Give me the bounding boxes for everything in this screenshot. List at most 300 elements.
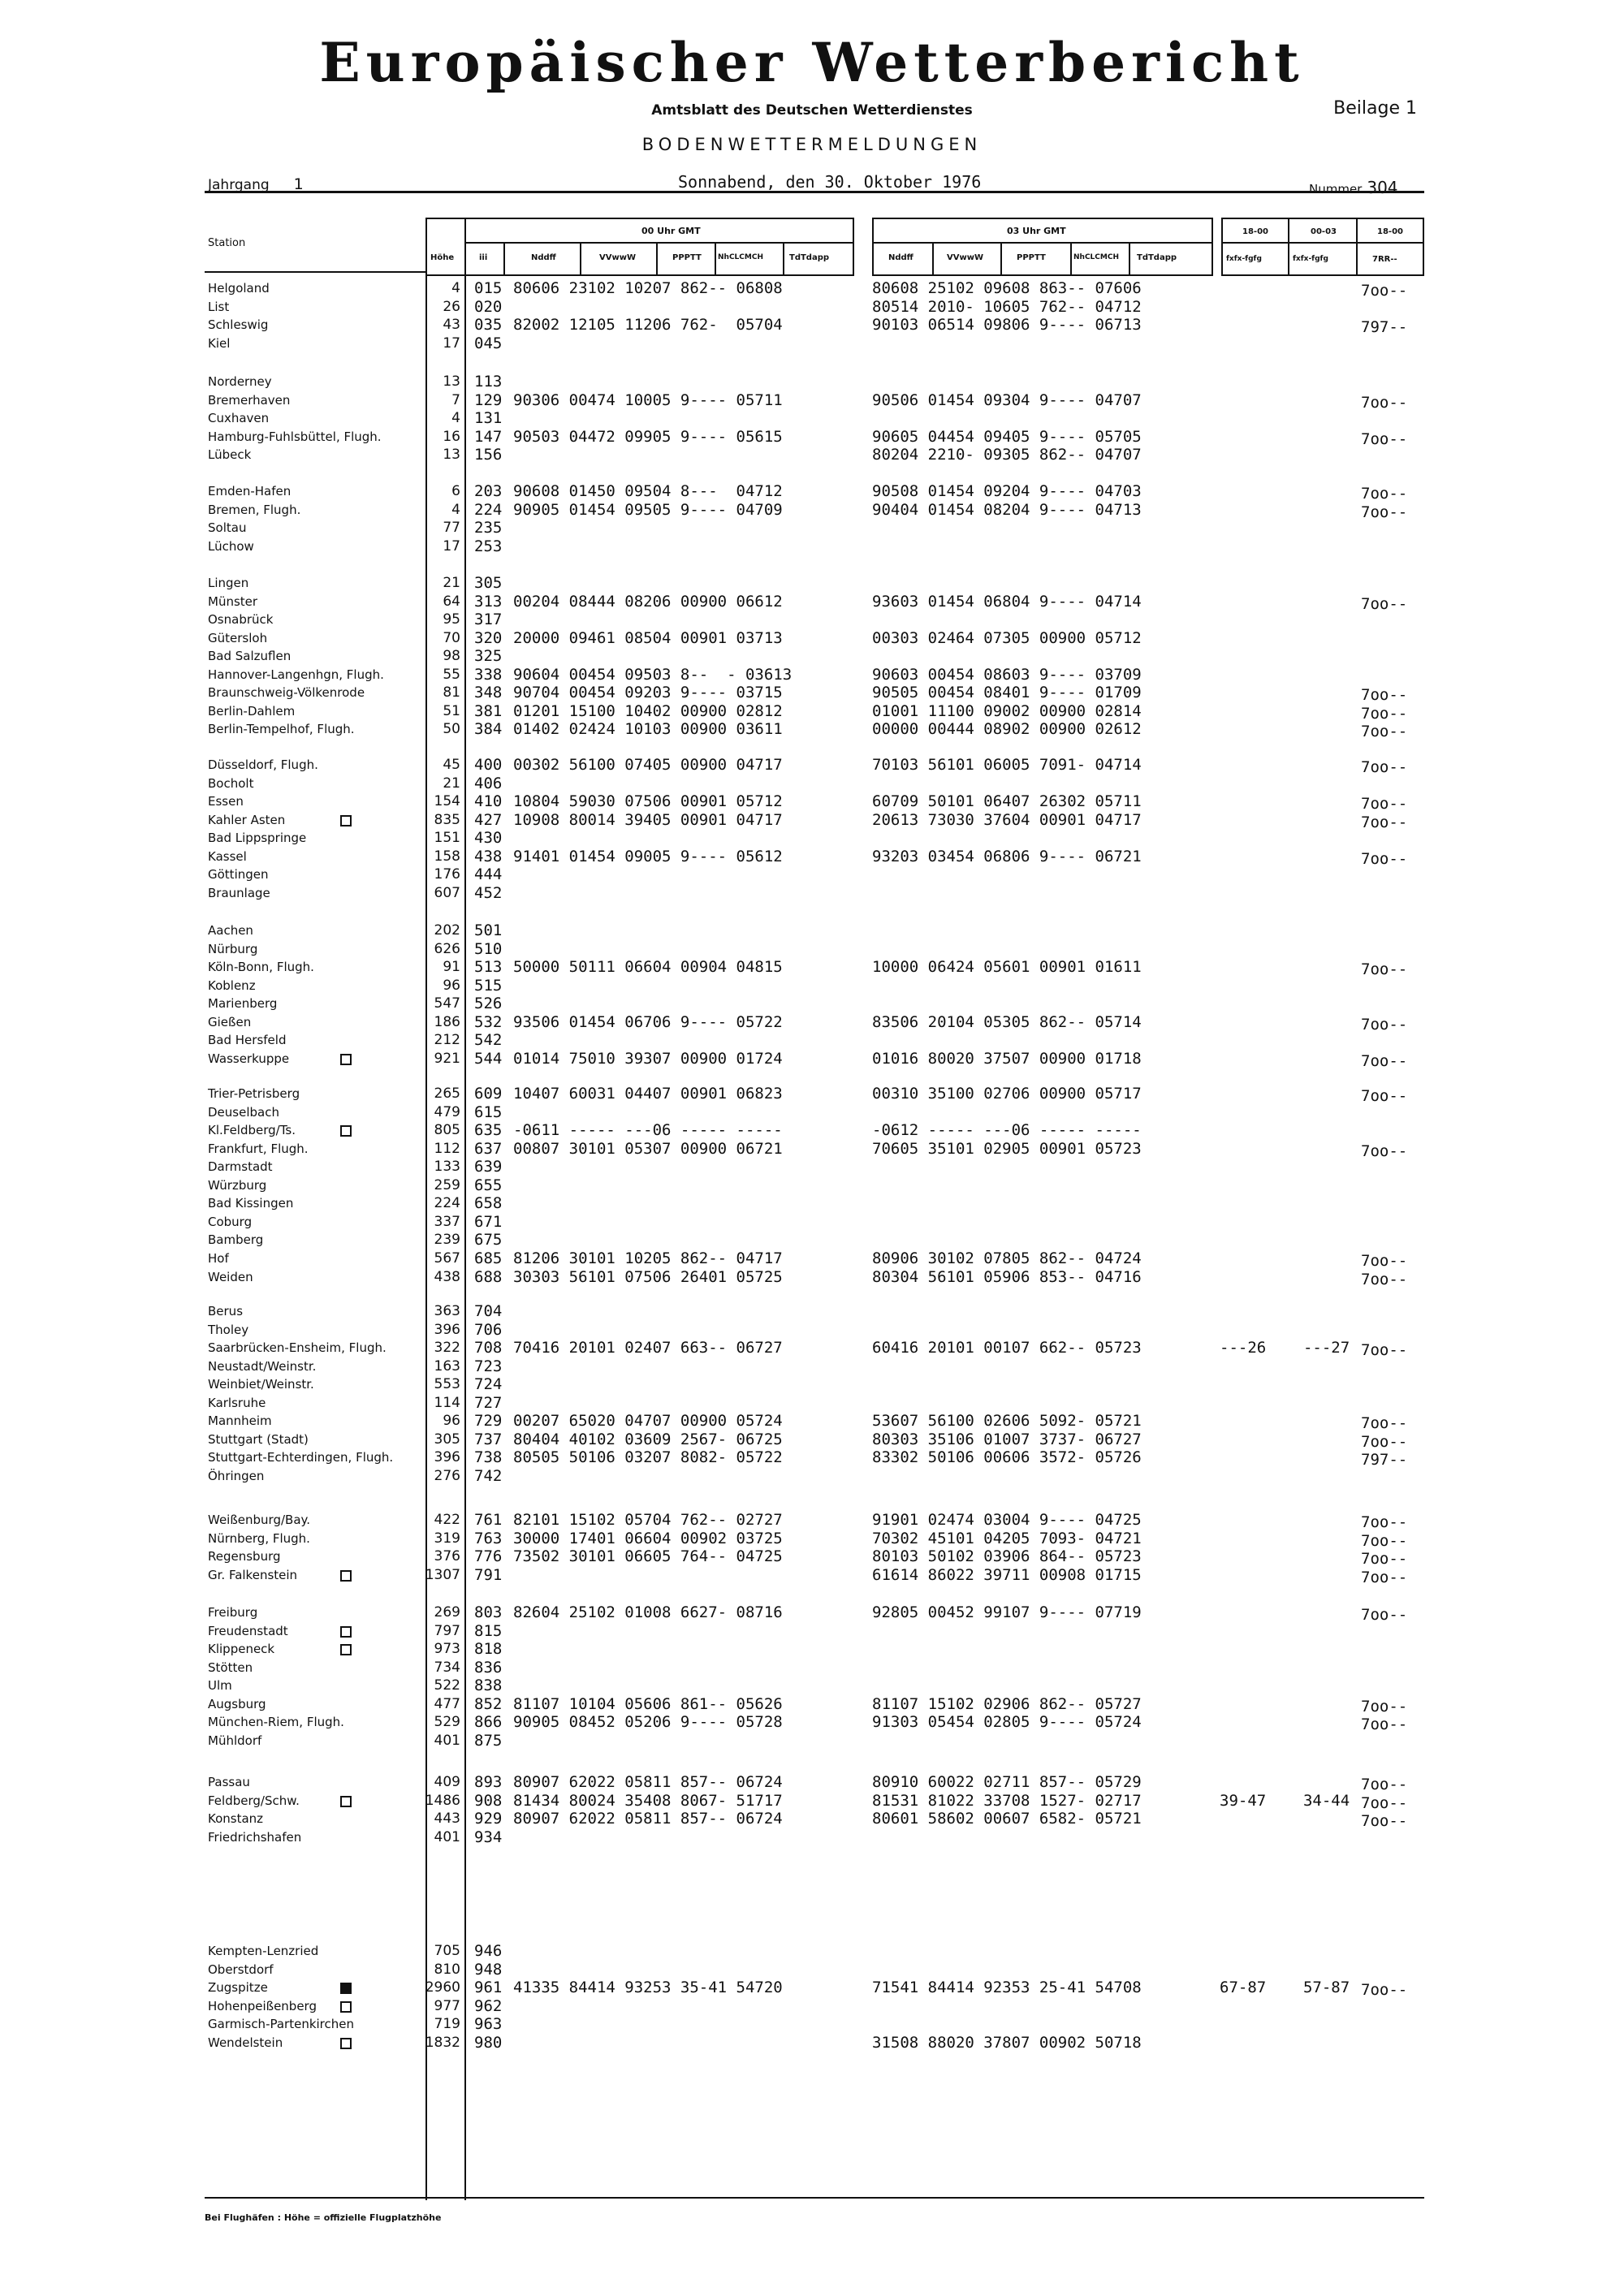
col-sep — [715, 242, 716, 276]
station-id: 129 — [474, 391, 503, 409]
obs-03-gmt: 70103 56101 06005 7091- 04714 — [872, 756, 1142, 774]
station-height: 477 — [434, 1695, 460, 1712]
col-tdtdapp-03: TdTdapp — [1137, 253, 1177, 262]
station-id: 961 — [474, 1979, 503, 1997]
station-name: Stötten — [208, 1659, 253, 1675]
precip-group: 7oo-- — [1361, 594, 1408, 613]
station-height: 1307 — [425, 1566, 460, 1583]
obs-00-gmt: 90905 08452 05206 9---- 05728 — [513, 1713, 783, 1732]
mountain-station-marker — [340, 1626, 352, 1638]
obs-00-gmt: 90608 01450 09504 8--- 04712 — [513, 482, 783, 500]
station-name: Hannover-Langenhgn, Flugh. — [208, 667, 384, 682]
station-height: 401 — [434, 1828, 460, 1845]
obs-03-gmt: 00000 00444 08902 00900 02612 — [872, 720, 1142, 739]
gmt00-box — [425, 218, 854, 276]
station-name: Bad Lippspringe — [208, 831, 307, 846]
station-height: 55 — [443, 666, 460, 683]
station-height: 977 — [434, 1997, 460, 2014]
station-name: Gr. Falkenstein — [208, 1567, 298, 1582]
station-name: Bamberg — [208, 1232, 264, 1248]
station-name: Hohenpeißenberg — [208, 1998, 317, 2013]
obs-00-gmt: 01201 15100 10402 00900 02812 — [513, 701, 783, 720]
obs-03-gmt: 81107 15102 02906 862-- 05727 — [872, 1694, 1142, 1713]
station-name: Freudenstadt — [208, 1623, 288, 1638]
station-id: 609 — [474, 1085, 503, 1103]
station-height: 376 — [434, 1548, 460, 1565]
obs-03-gmt: 83506 20104 05305 862-- 05714 — [872, 1012, 1142, 1031]
station-height: 133 — [434, 1159, 460, 1176]
station-height: 21 — [443, 775, 460, 792]
station-name: Osnabrück — [208, 612, 274, 628]
station-height: 438 — [434, 1268, 460, 1285]
gmt03-rule — [872, 242, 1213, 244]
precip-group: 7oo-- — [1361, 1568, 1408, 1586]
station-height: 91 — [443, 959, 460, 976]
station-height: 7 — [451, 391, 460, 408]
station-name: Göttingen — [208, 867, 269, 883]
station-id: 639 — [474, 1158, 503, 1176]
station-name: Wendelstein — [208, 2035, 283, 2050]
station-id: 671 — [474, 1212, 503, 1231]
precip-group: 7oo-- — [1361, 503, 1408, 521]
station-name: Ulm — [208, 1678, 232, 1694]
station-name: Hof — [208, 1250, 229, 1266]
station-id: 838 — [474, 1677, 503, 1695]
precip-group: 7oo-- — [1361, 1812, 1408, 1831]
obs-03-gmt: 90103 06514 09806 9---- 06713 — [872, 316, 1142, 334]
station-height: 26 — [443, 298, 460, 315]
station-height: 443 — [434, 1810, 460, 1828]
obs-00-gmt: 80907 62022 05811 857-- 06724 — [513, 1773, 783, 1791]
obs-03-gmt: 01001 11100 09002 00900 02814 — [872, 701, 1142, 720]
precip-group: 7oo-- — [1361, 704, 1408, 723]
station-name: List — [208, 299, 230, 314]
hoehe-header: Höhe — [430, 253, 455, 262]
station-name: Lingen — [208, 576, 249, 590]
station-id: 708 — [474, 1339, 503, 1357]
station-height: 2960 — [425, 1979, 460, 1996]
precip-group: 7oo-- — [1361, 1550, 1408, 1569]
station-name: Trier-Petrisberg — [208, 1086, 300, 1101]
obs-00-gmt: 90503 04472 09905 9---- 05615 — [513, 427, 783, 446]
station-name: Lüchow — [208, 538, 254, 554]
station-name: Oberstdorf — [208, 1962, 274, 1977]
obs-03-gmt: 80303 35106 01007 3737- 06727 — [872, 1430, 1142, 1448]
obs-00-gmt: 81107 10104 05606 861-- 05626 — [513, 1694, 783, 1713]
station-height: 276 — [434, 1467, 460, 1484]
precip-group: 7oo-- — [1361, 1015, 1408, 1034]
station-id: 723 — [474, 1357, 503, 1375]
station-height: 607 — [434, 884, 460, 901]
col-nddff-03: Nddff — [888, 253, 914, 262]
precip-group: 7oo-- — [1361, 1697, 1408, 1716]
col-sep — [932, 242, 934, 276]
station-height: 45 — [443, 757, 460, 773]
station-id: 325 — [474, 647, 503, 666]
station-height: 401 — [434, 1732, 460, 1749]
station-height: 567 — [434, 1249, 460, 1267]
station-name: Berlin-Dahlem — [208, 703, 296, 719]
station-id: 776 — [474, 1547, 503, 1566]
station-id: 438 — [474, 847, 503, 865]
station-height: 810 — [434, 1961, 460, 1978]
station-name: Mannheim — [208, 1413, 272, 1429]
station-name: Bremerhaven — [208, 392, 291, 408]
obs-00-gmt: 81434 80024 35408 8067- 51717 — [513, 1791, 783, 1810]
station-id: 526 — [474, 995, 503, 1013]
station-height: 81 — [443, 684, 460, 701]
obs-03-gmt: 61614 86022 39711 00908 01715 — [872, 1565, 1142, 1584]
station-id: 818 — [474, 1640, 503, 1659]
station-name: Hamburg-Fuhlsbüttel, Flugh. — [208, 429, 382, 444]
station-id: 946 — [474, 1942, 503, 1960]
station-id: 866 — [474, 1713, 503, 1732]
station-name: Weiden — [208, 1269, 253, 1284]
obs-00-gmt: 80404 40102 03609 2567- 06725 — [513, 1430, 783, 1448]
station-id: 742 — [474, 1466, 503, 1485]
obs-00-gmt: 82002 12105 11206 762- 05704 — [513, 316, 783, 334]
station-height: 921 — [434, 1050, 460, 1067]
station-name: Koblenz — [208, 978, 256, 993]
station-name: Weinbiet/Weinstr. — [208, 1377, 314, 1392]
station-id: 852 — [474, 1694, 503, 1713]
beilage: Beilage 1 — [1333, 98, 1417, 119]
station-name: Darmstadt — [208, 1159, 273, 1175]
station-height: 529 — [434, 1714, 460, 1731]
station-name: Karlsruhe — [208, 1395, 266, 1410]
station-height: 734 — [434, 1659, 460, 1676]
precip-group: 797-- — [1361, 318, 1408, 337]
obs-03-gmt: 80608 25102 09608 863-- 07606 — [872, 279, 1142, 297]
col-sep — [656, 242, 658, 276]
mountain-station-marker — [340, 2001, 352, 2013]
station-name: Helgoland — [208, 281, 270, 296]
iii-header: iii — [479, 253, 488, 262]
extra-box — [1221, 218, 1424, 276]
station-id: 444 — [474, 865, 503, 884]
station-height: 797 — [434, 1622, 460, 1639]
station-name: Nürnberg, Flugh. — [208, 1530, 310, 1546]
station-id: 430 — [474, 829, 503, 848]
station-name: Garmisch-Partenkirchen — [208, 2017, 355, 2032]
station-id: 532 — [474, 1012, 503, 1031]
station-name: Zugspitze — [208, 1980, 268, 1996]
station-name: Cuxhaven — [208, 411, 270, 426]
obs-03-gmt: 91901 02474 03004 9---- 04725 — [872, 1511, 1142, 1529]
station-name: Köln-Bonn, Flugh. — [208, 960, 314, 975]
col-sep — [1000, 242, 1002, 276]
issue-date: Sonnabend, den 30. Oktober 1976 — [678, 172, 982, 192]
obs-03-gmt: 90508 01454 09204 9---- 04703 — [872, 482, 1142, 500]
station-height: 43 — [443, 317, 460, 334]
station-name: Münster — [208, 593, 258, 609]
station-name: Regensburg — [208, 1549, 281, 1564]
col-ppptt-03: PPPTT — [1017, 253, 1046, 262]
station-height: 98 — [443, 648, 460, 665]
gust-values: 39-47 34-44 — [1220, 1791, 1350, 1810]
station-id: 515 — [474, 976, 503, 995]
station-name: Friedrichshafen — [208, 1829, 302, 1845]
station-name: Frankfurt, Flugh. — [208, 1141, 309, 1156]
obs-00-gmt: 82604 25102 01008 6627- 08716 — [513, 1603, 783, 1621]
obs-03-gmt: 70302 45101 04205 7093- 04721 — [872, 1529, 1142, 1547]
obs-00-gmt: 41335 84414 93253 35-41 54720 — [513, 1979, 783, 1997]
obs-00-gmt: 00302 56100 07405 00900 04717 — [513, 756, 783, 774]
station-height: 17 — [443, 334, 460, 352]
mountain-station-marker — [340, 1644, 352, 1655]
station-height: 259 — [434, 1176, 460, 1193]
precip-group: 7oo-- — [1361, 1981, 1408, 2000]
station-name: Braunschweig-Völkenrode — [208, 685, 365, 701]
obs-03-gmt: 81531 81022 33708 1527- 02717 — [872, 1791, 1142, 1810]
gmt00-header: 00 Uhr GMT — [641, 226, 701, 236]
precip-group: 7oo-- — [1361, 1270, 1408, 1288]
obs-00-gmt: 10407 60031 04407 00901 06823 — [513, 1085, 783, 1103]
station-height: 64 — [443, 593, 460, 610]
obs-03-gmt: 90603 00454 08603 9---- 03709 — [872, 665, 1142, 684]
station-id: 400 — [474, 756, 503, 774]
station-id: 338 — [474, 665, 503, 684]
station-name: Soltau — [208, 520, 247, 536]
station-id: 737 — [474, 1430, 503, 1448]
obs-00-gmt: 91401 01454 09005 9---- 05612 — [513, 847, 783, 865]
station-height: 835 — [434, 811, 460, 828]
station-height: 95 — [443, 611, 460, 628]
station-id: 224 — [474, 500, 503, 519]
station-id: 962 — [474, 1996, 503, 2015]
station-id: 635 — [474, 1121, 503, 1140]
section-title: BODENWETTERMELDUNGEN — [641, 135, 983, 154]
station-height: 4 — [451, 410, 460, 427]
station-name: Stuttgart (Stadt) — [208, 1431, 309, 1447]
station-name: Coburg — [208, 1214, 253, 1229]
station-id: 791 — [474, 1565, 503, 1584]
col-sep — [503, 242, 505, 276]
station-id: 320 — [474, 628, 503, 647]
jahrgang — [208, 175, 304, 193]
station-id: 875 — [474, 1731, 503, 1750]
precip-group: 7oo-- — [1361, 485, 1408, 503]
station-name: Kempten-Lenzried — [208, 1944, 319, 1958]
obs-00-gmt: 81206 30101 10205 862-- 04717 — [513, 1249, 783, 1267]
precip-group: 7oo-- — [1361, 960, 1408, 979]
station-name: Gütersloh — [208, 630, 268, 645]
obs-00-gmt: 90704 00454 09203 9---- 03715 — [513, 684, 783, 702]
footer-note: Bei Flughäfen : Höhe = offizielle Flugplatzhöhe — [205, 2212, 442, 2223]
precip-group: 7oo-- — [1361, 1142, 1408, 1160]
station-height: 51 — [443, 702, 460, 719]
range1: 18-00 — [1242, 227, 1268, 236]
station-id: 893 — [474, 1773, 503, 1791]
station-height: 154 — [434, 793, 460, 810]
station-height: 176 — [434, 866, 460, 883]
obs-00-gmt: 90306 00474 10005 9---- 05711 — [513, 391, 783, 409]
col-ppptt: PPPTT — [672, 253, 702, 262]
precip-group: 7oo-- — [1361, 723, 1408, 741]
station-height: 17 — [443, 537, 460, 555]
station-name: Berlin-Tempelhof, Flugh. — [208, 722, 355, 737]
obs-03-gmt: 60416 20101 00107 662-- 05723 — [872, 1339, 1142, 1357]
station-name: Klippeneck — [208, 1642, 275, 1657]
station-id: 706 — [474, 1320, 503, 1339]
precip-group: 7oo-- — [1361, 429, 1408, 448]
station-name: Deuselbach — [208, 1104, 279, 1120]
precip-group: 7oo-- — [1361, 813, 1408, 831]
col-nhclcmch: NhCLCMCH — [718, 253, 763, 261]
station-name: Feldberg/Schw. — [208, 1793, 300, 1808]
precip-group: 7oo-- — [1361, 1414, 1408, 1433]
station-id: 513 — [474, 958, 503, 977]
precip-group: 7oo-- — [1361, 849, 1408, 868]
station-id: 908 — [474, 1791, 503, 1810]
jahrgang-label: Jahrgang — [208, 177, 270, 193]
station-name: Öhringen — [208, 1468, 265, 1483]
obs-00-gmt: 30000 17401 06604 00902 03725 — [513, 1529, 783, 1547]
nummer-value: 304 — [1367, 178, 1398, 197]
obs-03-gmt: 31508 88020 37807 00902 50718 — [872, 2033, 1142, 2052]
obs-03-gmt: 91303 05454 02805 9---- 05724 — [872, 1713, 1142, 1732]
station-id: 313 — [474, 592, 503, 611]
obs-03-gmt: 60709 50101 06407 26302 05711 — [872, 792, 1142, 811]
station-id: 685 — [474, 1249, 503, 1267]
station-id: 406 — [474, 774, 503, 792]
station-height: 77 — [443, 520, 460, 537]
station-height: 96 — [443, 1413, 460, 1430]
station-id: 803 — [474, 1603, 503, 1621]
station-id: 738 — [474, 1448, 503, 1467]
col-vvwww-03: VVwwW — [947, 253, 983, 262]
station-id: 147 — [474, 427, 503, 446]
station-id: 427 — [474, 810, 503, 829]
station-height: 13 — [443, 447, 460, 464]
station-height: 224 — [434, 1195, 460, 1212]
station-id: 381 — [474, 701, 503, 720]
station-height: 70 — [443, 629, 460, 646]
station-height: 479 — [434, 1103, 460, 1120]
station-name: Berus — [208, 1304, 244, 1318]
station-id: 510 — [474, 939, 503, 958]
station-height: 1486 — [425, 1792, 460, 1809]
station-name: Nürburg — [208, 941, 258, 956]
obs-03-gmt: 93203 03454 06806 9---- 06721 — [872, 847, 1142, 865]
station-id: 934 — [474, 1828, 503, 1846]
obs-03-gmt: 70605 35101 02905 00901 05723 — [872, 1139, 1142, 1158]
station-height: 547 — [434, 995, 460, 1012]
station-name: Bocholt — [208, 775, 254, 791]
station-height: 626 — [434, 940, 460, 957]
station-name: Lübeck — [208, 447, 252, 463]
station-height: 422 — [434, 1512, 460, 1528]
station-height: 409 — [434, 1774, 460, 1790]
station-id: 317 — [474, 611, 503, 629]
station-height: 269 — [434, 1604, 460, 1621]
ex1-header: fxfx-fgfg — [1226, 255, 1262, 263]
station-id: 384 — [474, 720, 503, 739]
obs-03-gmt: 93603 01454 06804 9---- 04714 — [872, 592, 1142, 611]
col-vvwww: VVwwW — [599, 253, 636, 262]
station-height: 805 — [434, 1122, 460, 1139]
station-height: 151 — [434, 830, 460, 847]
station-height: 337 — [434, 1213, 460, 1230]
subtitle: Amtsblatt des Deutschen Wetterdienstes — [651, 102, 973, 119]
station-id: 501 — [474, 921, 503, 939]
station-height: 114 — [434, 1394, 460, 1411]
precip-group: 7oo-- — [1361, 282, 1408, 300]
obs-03-gmt: 90506 01454 09304 9---- 04707 — [872, 391, 1142, 409]
station-height: 186 — [434, 1013, 460, 1030]
station-name: Emden-Hafen — [208, 484, 292, 498]
obs-00-gmt: 90604 00454 09503 8-- - 03613 — [513, 665, 793, 684]
station-id: 963 — [474, 2015, 503, 2034]
col-tdtdapp: TdTdapp — [789, 253, 830, 262]
obs-00-gmt: -0611 ----- ---06 ----- ----- — [513, 1121, 783, 1140]
iii-rule — [464, 276, 466, 2200]
station-height: 322 — [434, 1340, 460, 1357]
station-header: Station — [208, 237, 246, 249]
obs-03-gmt: 10000 06424 05601 00901 01611 — [872, 958, 1142, 977]
obs-00-gmt: 73502 30101 06605 764-- 04725 — [513, 1547, 783, 1566]
col-sep — [1070, 242, 1072, 276]
station-name: Kahler Asten — [208, 812, 286, 827]
station-height: 305 — [434, 1431, 460, 1448]
station-id: 655 — [474, 1176, 503, 1194]
station-height: 16 — [443, 428, 460, 445]
col-sep — [1288, 218, 1289, 276]
mountain-station-filled-marker — [340, 1983, 352, 1994]
obs-00-gmt: 20000 09461 08504 00901 03713 — [513, 628, 783, 647]
obs-03-gmt: 71541 84414 92353 25-41 54708 — [872, 1979, 1142, 1997]
obs-03-gmt: 80601 58602 00607 6582- 05721 — [872, 1810, 1142, 1828]
report-title: Europäischer Wetterbericht — [319, 31, 1305, 94]
station-height: 202 — [434, 922, 460, 939]
station-name: Kassel — [208, 848, 247, 864]
station-height: 705 — [434, 1943, 460, 1959]
bottom-rule — [205, 2197, 1424, 2199]
precip-group: 7oo-- — [1361, 1793, 1408, 1812]
station-height: 21 — [443, 575, 460, 591]
station-id: 724 — [474, 1375, 503, 1394]
station-name: Kiel — [208, 335, 231, 351]
gmt00-rule — [464, 242, 854, 244]
station-header-rule — [205, 271, 425, 273]
obs-00-gmt: 50000 50111 06604 00904 04815 — [513, 958, 783, 977]
station-id: 980 — [474, 2033, 503, 2052]
extra-rule — [1221, 242, 1424, 244]
station-id: 410 — [474, 792, 503, 811]
station-height: 522 — [434, 1677, 460, 1694]
station-id: 020 — [474, 297, 503, 316]
mountain-station-marker — [340, 1125, 352, 1137]
station-id: 113 — [474, 373, 503, 391]
obs-03-gmt: 00303 02464 07305 00900 05712 — [872, 628, 1142, 647]
station-id: 452 — [474, 883, 503, 902]
obs-00-gmt: 80907 62022 05811 857-- 06724 — [513, 1810, 783, 1828]
obs-00-gmt: 93506 01454 06706 9---- 05722 — [513, 1012, 783, 1031]
station-height: 4 — [451, 501, 460, 518]
obs-03-gmt: 80514 2010- 10605 762-- 04712 — [872, 297, 1142, 316]
station-height: 13 — [443, 373, 460, 390]
obs-03-gmt: 80304 56101 05906 853-- 04716 — [872, 1267, 1142, 1286]
station-id: 156 — [474, 446, 503, 464]
obs-03-gmt: -0612 ----- ---06 ----- ----- — [872, 1121, 1142, 1140]
station-id: 305 — [474, 574, 503, 592]
station-name: Augsburg — [208, 1696, 266, 1711]
obs-00-gmt: 70416 20101 02407 663-- 06727 — [513, 1339, 783, 1357]
station-height: 96 — [443, 977, 460, 994]
station-height: 973 — [434, 1641, 460, 1658]
range2: 00-03 — [1311, 227, 1337, 236]
station-id: 704 — [474, 1302, 503, 1320]
